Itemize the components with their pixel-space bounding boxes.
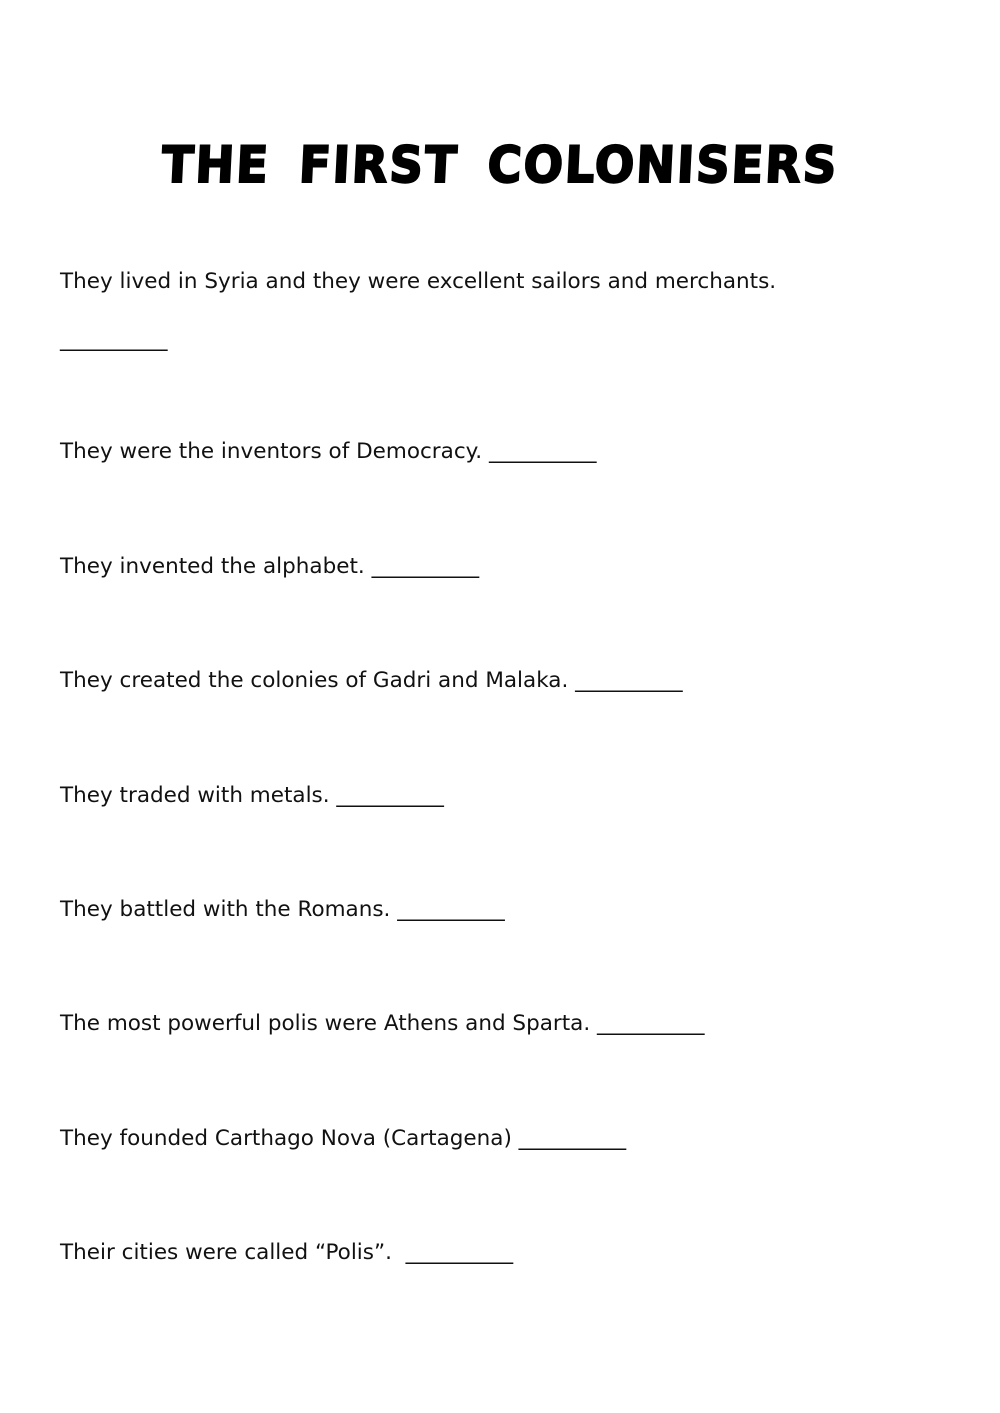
answer-blank[interactable]: __________ [336, 783, 444, 808]
answer-blank[interactable]: __________ [597, 1011, 705, 1036]
answer-blank[interactable]: __________ [397, 897, 505, 922]
answer-blank[interactable]: __________ [371, 554, 480, 579]
question-7 [60, 1010, 705, 1038]
question-9 [60, 1239, 513, 1267]
question-text: They traded with metals. [60, 783, 337, 808]
answer-blank[interactable]: __________ [518, 1126, 627, 1151]
question-text: They invented the alphabet. [60, 554, 372, 579]
question-2 [60, 438, 596, 466]
question-text: The most powerful polis were Athens and Sparta. [60, 1011, 598, 1036]
question-text: They were the inventors of Democracy. [60, 439, 489, 464]
question-text: Their cities were called “Polis”. [60, 1240, 406, 1265]
question-text: They lived in Syria and they were excellent sailors and merchants. [60, 269, 777, 294]
answer-blank-1[interactable] [60, 326, 168, 354]
question-text: They battled with the Romans. [60, 897, 398, 922]
answer-blank[interactable]: __________ [60, 327, 168, 352]
question-4 [60, 667, 683, 695]
answer-blank[interactable]: __________ [575, 668, 683, 693]
worksheet-title: THE FIRST COLONISERS [160, 136, 840, 194]
question-text: They founded Carthago Nova (Cartagena) [60, 1126, 519, 1151]
question-8 [60, 1125, 626, 1153]
question-3 [60, 553, 479, 581]
question-6 [60, 896, 505, 924]
question-5 [60, 782, 444, 810]
answer-blank[interactable]: __________ [405, 1240, 514, 1265]
question-text: They created the colonies of Gadri and Malaka. [60, 668, 576, 693]
answer-blank[interactable]: __________ [488, 439, 597, 464]
question-1 [60, 268, 776, 296]
